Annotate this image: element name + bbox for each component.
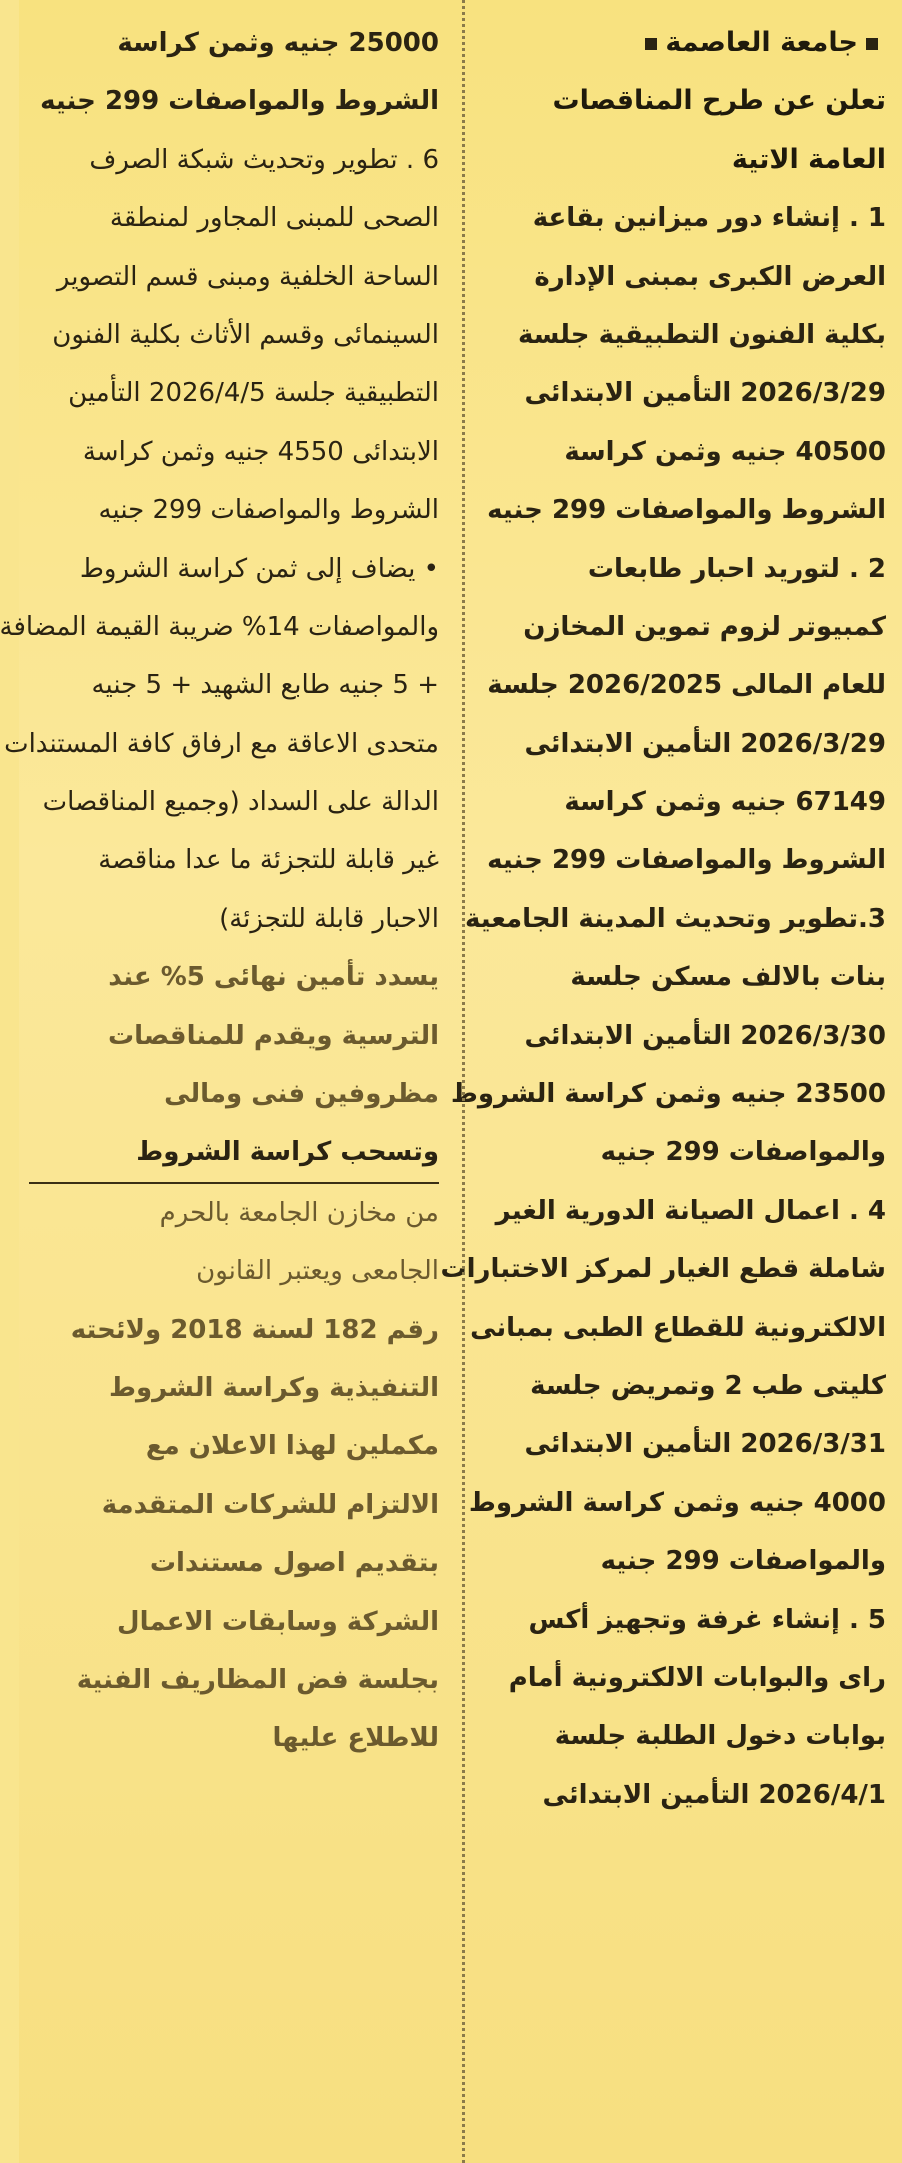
right-column-text: [440, 72, 886, 1824]
text-line: 4000 جنيه وثمن كراسة الشروط: [468, 1487, 886, 1518]
text-line: للعام المالى 2026/2025 جلسة: [487, 670, 886, 701]
text-line: 1 . إنشاء دور ميزانين بقاعة: [532, 203, 886, 234]
text-line: 4 . اعمال الصيانة الدورية الغير: [495, 1195, 886, 1226]
text-line: راى والبوابات الالكترونية أمام: [508, 1662, 886, 1693]
text-line: 2026/3/29 التأمين الابتدائى: [524, 728, 886, 759]
text-line: الصحى للمبنى المجاور لمنطقة: [109, 203, 439, 234]
text-line: الشروط والمواصفات 299 جنيه: [487, 845, 886, 876]
university-name: جامعة العاصمة: [665, 27, 858, 58]
text-line: من مخازن الجامعة بالحرم: [159, 1197, 439, 1228]
text-line: + 5 جنيه طابع الشهيد + 5 جنيه: [91, 670, 439, 701]
text-line: التنفيذية وكراسة الشروط: [108, 1372, 439, 1403]
text-line: والمواصفات 299 جنيه: [600, 1137, 886, 1168]
text-line: 2 . لتوريد احبار طابعات: [587, 553, 886, 584]
text-line: الشروط والمواصفات 299 جنيه: [98, 495, 439, 526]
text-line: والمواصفات 299 جنيه: [600, 1546, 886, 1577]
text-line: الشروط والمواصفات 299 جنيه: [40, 86, 439, 117]
text-line: رقم 182 لسنة 2018 ولائحته: [70, 1314, 439, 1345]
text-line: الابتدائى 4550 جنيه وثمن كراسة: [82, 436, 439, 467]
notice-header: [482, 14, 886, 72]
text-line: 67149 جنيه وثمن كراسة: [564, 787, 886, 818]
text-line: تعلن عن طرح المناقصات: [552, 85, 886, 117]
text-line: الالتزام للشركات المتقدمة: [101, 1489, 439, 1520]
text-line: 25000 جنيه وثمن كراسة: [117, 28, 439, 58]
text-line: كمبيوتر لزوم تموين المخازن: [523, 611, 886, 642]
text-line: الساحة الخلفية ومبنى قسم التصوير: [56, 261, 439, 292]
text-line: 5 . إنشاء غرفة وتجهيز أكس: [528, 1604, 886, 1635]
text-line: • يضاف إلى ثمن كراسة الشروط: [79, 553, 439, 584]
text-line: مكملين لهذا الاعلان مع: [145, 1431, 439, 1462]
text-line: الشروط والمواصفات 299 جنيه: [487, 495, 886, 526]
text-line: التطبيقية جلسة 2026/4/5 التأمين: [68, 378, 439, 409]
text-line: بوابات دخول الطلبة جلسة: [554, 1721, 886, 1752]
text-line: وتسحب كراسة الشروط: [29, 1123, 439, 1183]
text-line: متحدى الاعاقة مع ارفاق كافة المستندات: [4, 728, 439, 759]
text-line: الاحبار قابلة للتجزئة): [219, 903, 439, 934]
text-line: يسدد تأمين نهائى 5% عند: [108, 962, 439, 993]
text-line: الترسية ويقدم للمناقصات: [108, 1020, 439, 1051]
text-line: العرض الكبرى بمبنى الإدارة: [534, 261, 886, 292]
text-line: الجامعى ويعتبر القانون: [196, 1256, 439, 1287]
right-column: [440, 0, 902, 2163]
text-line: بكلية الفنون التطبيقية جلسة: [517, 319, 886, 350]
text-line: العامة الاتية: [731, 143, 886, 175]
text-line: 40500 جنيه وثمن كراسة: [564, 436, 886, 467]
text-line: 3.تطوير وتحديث المدينة الجامعية: [464, 903, 886, 934]
text-line: الشركة وسابقات الاعمال: [117, 1606, 439, 1637]
text-line: شاملة قطع الغيار لمركز الاختبارات: [440, 1254, 886, 1285]
column-divider: [462, 0, 465, 2163]
text-line: 2026/3/30 التأمين الابتدائى: [524, 1020, 886, 1051]
text-line: 23500 جنيه وثمن كراسة الشروط: [450, 1079, 886, 1110]
text-line: 2026/3/29 التأمين الابتدائى: [524, 378, 886, 409]
square-bullet-icon: [645, 38, 657, 50]
text-line: الالكترونية للقطاع الطبى بمبانى: [470, 1312, 886, 1343]
square-bullet-icon: [866, 38, 878, 50]
text-line: 2026/3/31 التأمين الابتدائى: [524, 1429, 886, 1460]
text-line: غير قابلة للتجزئة ما عدا مناقصة: [98, 845, 439, 876]
text-line: والمواصفات 14% ضريبة القيمة المضافة: [0, 611, 439, 642]
text-line: الدالة على السداد (وجميع المناقصات: [42, 787, 439, 818]
text-line: بجلسة فض المظاريف الفنية: [76, 1664, 439, 1695]
text-line: 2026/4/1 التأمين الابتدائى: [542, 1779, 886, 1810]
text-line: بنات بالالف مسكن جلسة: [570, 962, 886, 993]
text-line: مظروفين فنى ومالى: [164, 1079, 439, 1110]
text-line: للاطلاع عليها: [272, 1723, 439, 1754]
left-column-text: [0, 14, 439, 1768]
text-line: بتقديم اصول مستندات: [149, 1548, 439, 1579]
text-line: كليتى طب 2 وتمريض جلسة: [530, 1370, 886, 1401]
text-line: السينمائى وقسم الأثاث بكلية الفنون: [52, 319, 439, 350]
text-line: 6 . تطوير وتحديث شبكة الصرف: [89, 144, 439, 175]
